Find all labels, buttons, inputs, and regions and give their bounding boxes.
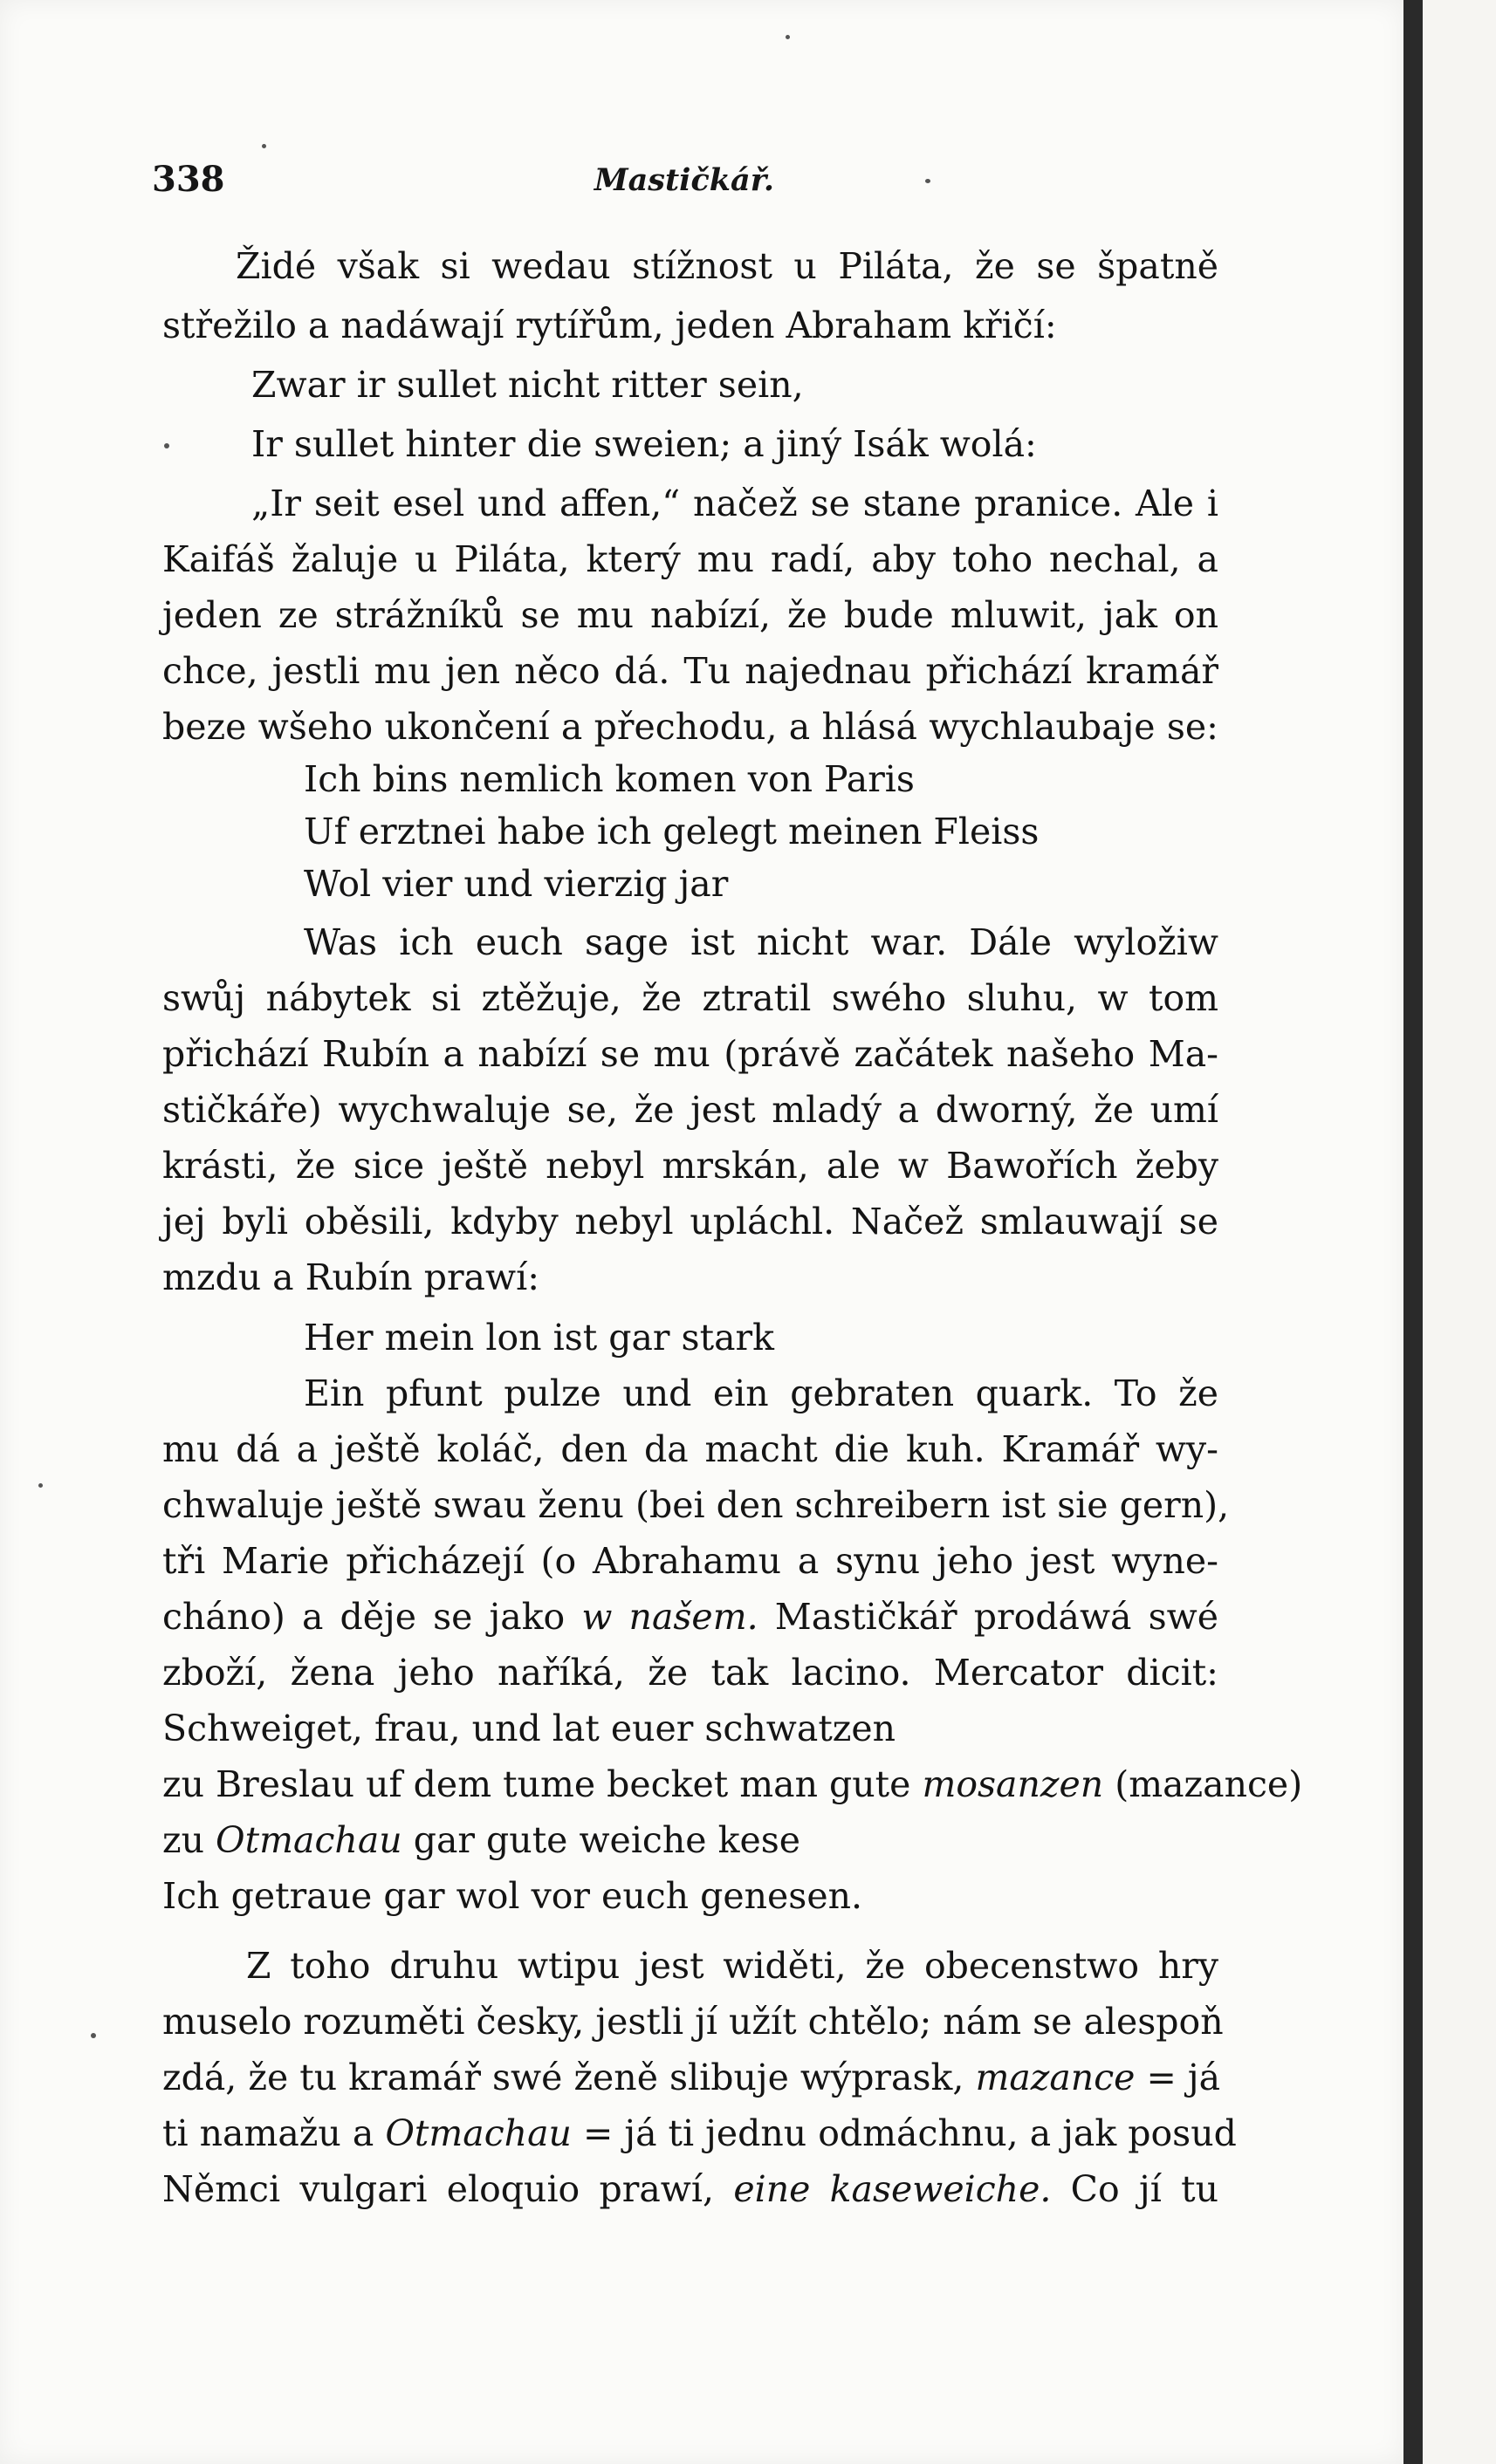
verse-line — [162, 1819, 801, 1861]
italic-text: w — [581, 1596, 613, 1638]
text-line: Was ich euch sage ist nicht war. Dále wyložiw — [304, 921, 1218, 963]
text-line: přichází Rubín a nabízí se mu (právě začátek našeho Ma- — [162, 1033, 1218, 1075]
text-line: krásti, že sice ještě nebyl mrskán, ale w Bawořích žeby — [162, 1145, 1218, 1187]
text-line: tři Marie přicházejí (o Abrahamu a synu jeho jest wyne- — [162, 1540, 1218, 1582]
adjacent-page-edge — [1423, 0, 1496, 2464]
verse-line: Ich bins nemlich komen von Paris — [304, 758, 915, 800]
running-title: Mastičkář. — [594, 162, 775, 198]
text-line: zboží, žena jeho naříká, že tak lacino. Mercator dicit: — [162, 1652, 1218, 1694]
page-number: 338 — [152, 159, 225, 200]
text-line: beze wšeho ukončení a přechodu, a hlásá wychlaubaje se: — [162, 706, 1218, 748]
verse-line: Ich getraue gar wol vor euch genesen. — [162, 1875, 863, 1917]
text-run: = já ti jednu odmáchnu, a jak posud — [571, 2112, 1237, 2154]
text-run: gar gute weiche kese — [401, 1819, 801, 1861]
text-run: Mastičkář prodáwá swé — [758, 1596, 1218, 1638]
text-line: střežilo a nadáwají rytířům, jeden Abraham křičí: — [162, 305, 1057, 346]
verse-line: Uf erztnei habe ich gelegt meinen Fleiss — [304, 811, 1040, 852]
text-run: Němci vulgari eloquio prawí, — [162, 2168, 734, 2210]
verse-line: Her mein lon ist gar stark — [304, 1317, 774, 1359]
text-run: zu Breslau uf dem tume becket man gute — [162, 1763, 923, 1805]
text-line: mzdu a Rubín prawí: — [162, 1256, 540, 1298]
text-line: stičkáře) wychwaluje se, že jest mladý a dworný, že umí — [162, 1089, 1218, 1131]
text-line: Kaifáš žaluje u Piláta, který mu radí, aby toho nechal, a — [162, 538, 1218, 580]
text-line: swůj nábytek si ztěžuje, že ztratil swého sluhu, w tom — [162, 977, 1218, 1019]
italic-text: Otmachau — [385, 2112, 572, 2154]
text-line: chwaluje ještě swau ženu (bei den schreibern ist sie gern), — [162, 1484, 1230, 1526]
verse-line — [162, 1763, 1303, 1805]
text-line: muselo rozuměti česky, jestli jí užít chtělo; nám se alespoň — [162, 2001, 1224, 2043]
italic-text: mazance — [975, 2057, 1136, 2098]
italic-text: našem. — [628, 1596, 758, 1638]
text-line — [162, 2168, 1218, 2210]
text-run: zu — [162, 1819, 216, 1861]
verse-line: Wol vier und vierzig jar — [304, 863, 729, 905]
verse-line: Schweiget, frau, und lat euer schwatzen — [162, 1708, 896, 1749]
text-line: mu dá a ještě koláč, den da macht die kuh. Kramář wy- — [162, 1428, 1218, 1470]
text-line: Ein pfunt pulze und ein gebraten quark. To že — [304, 1372, 1218, 1414]
text-line: Židé však si wedau stížnost u Piláta, že se špatně — [236, 245, 1218, 287]
italic-text: mosanzen — [922, 1763, 1104, 1805]
text-run: = já — [1135, 2057, 1221, 2098]
text-run: Co jí tu — [1051, 2168, 1218, 2210]
text-run: ti namažu a — [162, 2112, 386, 2154]
verse-line: Zwar ir sullet nicht ritter sein, — [251, 364, 804, 406]
italic-text: Otmachau — [216, 1819, 402, 1861]
text-run: cháno) a děje se jako — [162, 1596, 582, 1638]
text-run: zdá, že tu kramář swé ženě slibuje wýprask, — [162, 2057, 976, 2098]
book-gutter — [1403, 0, 1423, 2464]
verse-line: Ir sullet hinter die sweien; a jiný Isák wolá: — [251, 423, 1037, 465]
italic-text: eine kaseweiche. — [733, 2168, 1052, 2210]
text-line: jej byli oběsili, kdyby nebyl upláchl. Načež smlauwají se — [162, 1201, 1218, 1242]
text-line: „Ir seit esel und affen,“ načež se stane pranice. Ale i — [251, 483, 1218, 524]
text-line: Z toho druhu wtipu jest widěti, že obecenstwo hry — [246, 1945, 1218, 1987]
text-run: (mazance) — [1103, 1763, 1303, 1805]
text-line — [162, 1596, 1218, 1638]
text-line: jeden ze strážníků se mu nabízí, že bude mluwit, jak on — [162, 594, 1218, 636]
text-line: chce, jestli mu jen něco dá. Tu najednau přichází kramář — [162, 650, 1218, 692]
text-line — [162, 2112, 1237, 2154]
text-line — [162, 2057, 1221, 2098]
